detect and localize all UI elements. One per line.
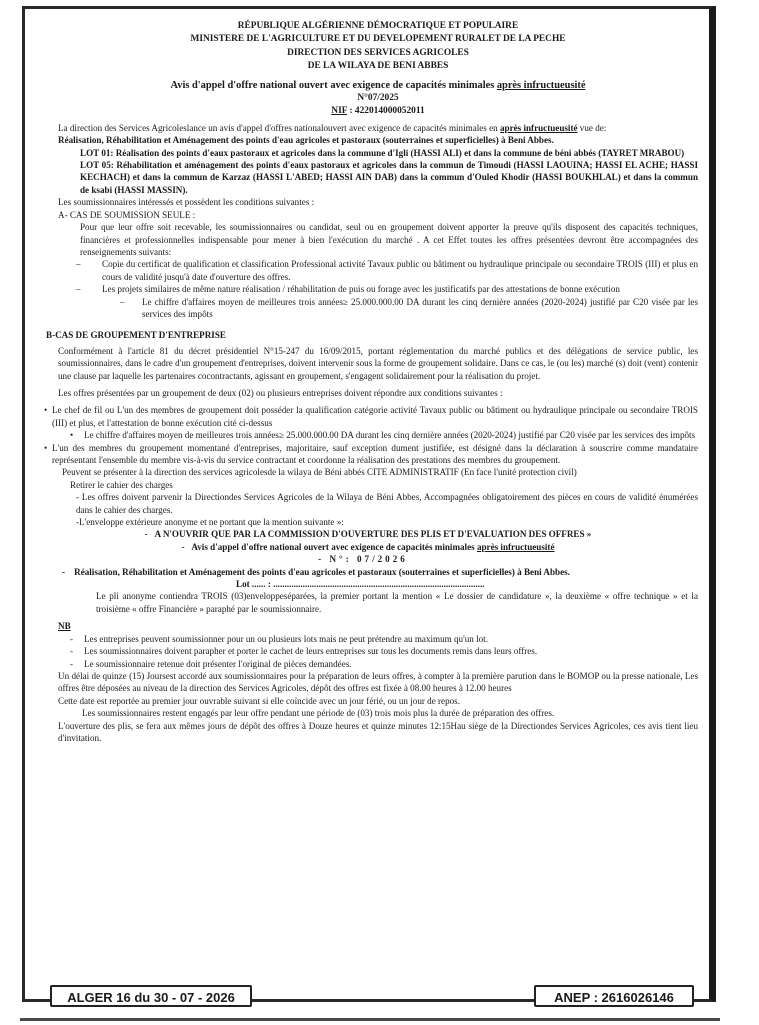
publication-date-box: ALGER 16 du 30 - 07 - 2026 — [50, 985, 252, 1007]
nif — [58, 105, 698, 118]
opening-paragraph: L'ouverture des plis, se fera aux mêmes jours de dépôt des offres à Douze heures et quinze minutes 12:15Hau siège de la Directiondes Services Agricoles, ces avis tient lieu d'invitation. — [58, 720, 698, 743]
intro-text: La direction des Services Agricoleslance un avis d'appel d'offres nationalouvert avec exigence de capacités minimales en — [58, 122, 500, 133]
list-item: • Le chef de fil ou L'un des membres de groupement doit posséder la qualification catégorie activité Tavaux public ou bâtiment ou hydraulique principale ou secondaire TROIS (III) et plus, et l'attestation de bonne exécution cité ci-dessus — [44, 405, 698, 428]
intro-paragraph — [58, 122, 698, 134]
submission-line: Retirer le cahier des charges — [70, 479, 173, 490]
envelope-number: - N°: 07/2026 — [318, 554, 408, 565]
nb-label: NB — [58, 621, 71, 632]
section-b-heading: B-CAS DE GROUPEMENT D'ENTREPRISE — [46, 330, 226, 341]
lot-01: LOT 01: Réalisation des points d'eaux pastoraux et agricoles dans la commune d'Igli (HASSI ALI) et dans la commune de béni abbés (TAYRET MRABOU) — [80, 147, 685, 158]
notice-title — [58, 79, 698, 92]
list-item-text: Le chef de fil ou L'un des membres de groupement doit posséder la qualification catégorie activité Tavaux public ou bâtiment ou hydraulique principale ou secondaire TROIS (III) et plus, et l'attestation de bonne exécution cité ci-dessus — [52, 405, 698, 428]
envelope-line-text: A N'OUVRIR QUE PAR LA COMMISSION D'OUVERTURE DES PLIS ET D'EVALUATION DES OFFRES » — [154, 529, 592, 540]
intro-underlined: après infructueusité — [499, 122, 578, 133]
nif-label: NIF — [331, 106, 348, 117]
header-line: RÉPUBLIQUE ALGÉRIENNE DÉMOCRATIQUE ET POPULAIRE — [237, 21, 519, 31]
delay-paragraph: Un délai de quinze (15) Joursest accordé aux soumissionnaires pour la préparation de leurs offres, à compter à la première parution dans le BOMOP ou la presse nationale, Les offres être déposées au niveau de la direction des Services Agricoles, dépôt des offres est fixée à 08.00 heures à 12.00 heures — [58, 670, 698, 694]
envelope-line: - A N'OUVRIR QUE PAR LA COMMISSION D'OUVERTURE DES PLIS ET D'EVALUATION DES OFFRES » — [144, 529, 592, 540]
envelope-number-text: N°: 07/2026 — [329, 554, 408, 565]
nb-item-text: Les soumissionnaires doivent parapher et porter le cachet de leurs entreprises sur tous les documents remis dans leurs offres. — [84, 646, 538, 657]
document-body — [44, 20, 698, 744]
anep-reference-box: ANEP : 2616026146 — [534, 985, 694, 1007]
envelope-content: Le pli anonyme contiendra TROIS (03)enveloppeséparées, la premier portant la mention « Le dossier de candidature », la deuxième « offre technique » et la troisième « offre Financière » paraphé par le soumissionnaire. — [96, 591, 698, 614]
nb-item-text: Les entreprises peuvent soumissionner pour un ou plusieurs lots mais ne peut prétendre au maximum qu'un lot. — [84, 633, 488, 644]
list-item-text: Copie du certificat de qualification et classification Professional activité Tavaux public ou bâtiment ou hydraulique principale ou secondaire TROIS (III) et plus en cours de validité jusqu'à date d'ouverture des offres. — [102, 259, 698, 282]
nb-item: - Les entreprises peuvent soumissionner pour un ou plusieurs lots mais ne peut prétendre au maximum qu'un lot. — [70, 633, 488, 644]
nb-item: - Les soumissionnaires doivent parapher et porter le cachet de leurs entreprises sur tous les documents remis dans leurs offres. — [70, 646, 538, 657]
header-line: DIRECTION DES SERVICES AGRICOLES — [287, 47, 469, 58]
envelope-line: - Réalisation, Réhabilitation et Aménagement des points d'eau agricoles et pastoraux (souterraines et superficielles) à Beni Abbes. — [62, 566, 570, 577]
list-item-text: Les projets similaires de même nature réalisation / réhabilitation de puis ou forage avec les justificatifs par des attestations de bonne exécution — [102, 284, 620, 295]
nb-item-text: Le soumissionnaire retenue doit présenter l'original de pièces demandées. — [84, 658, 352, 669]
list-item-text: Le chiffre d'affaires moyen de meilleures trois années≥ 25.000.000.00 DA durant les cinq dernière années (2020-2024) justifié par C20 visée par les services des impôts — [142, 296, 698, 319]
submission-line: - Les offres doivent parvenir la Directiondes Services Agricoles de la Wilaya de Béni Abbes, Accompagnées obligatoirement des pièces en cours de validité énumérées dans le cahier des charges. — [76, 492, 698, 515]
section-a-heading: A- CAS DE SOUMISSION SEULE : — [58, 209, 196, 220]
envelope-line: - Avis d'appel d'offre national ouvert avec exigence de capacités minimales après infructueusité — [181, 541, 555, 552]
header — [58, 20, 698, 74]
engaged-paragraph: Les soumissionnaires restent engagés par leur offre pendant une période de (03) trois mois plus la durée de préparation des offres. — [82, 708, 555, 719]
submission-line: -L'enveloppe extérieure anonyme et ne portant que la mention suivante »: — [76, 517, 344, 528]
notice-number: N°07/2025 — [357, 93, 399, 104]
project-title: Réalisation, Réhabilitation et Aménagement des points d'eau agricoles et pastoraux (souterraines et superficielles) à Beni Abbes. — [58, 135, 554, 146]
list-item-text: L'un des membres du groupement momentané d'entreprises, majoritaire, sauf exception dument justifiée, est désigné dans la déclaration à souscrire comme mandataire représentant l'ensemble du membre vis-à-vis du service contractant et coordonne la réalisation des prestations des membres du groupement. — [52, 442, 698, 465]
header-line: DE LA WILAYA DE BENI ABBES — [307, 61, 449, 72]
list-item: – Le chiffre d'affaires moyen de meilleures trois années≥ 25.000.000.00 DA durant les cinq dernière années (2020-2024) justifié par C20 visée par les services des impôts — [120, 296, 698, 319]
envelope-line-text: Réalisation, Réhabilitation et Aménagement des points d'eau agricoles et pastoraux (souterraines et superficielles) à Beni Abbes. — [74, 566, 570, 577]
header-line: MINISTERE DE L'AGRICULTURE ET DU DEVELOPEMENT RURALET DE LA PECHE — [190, 34, 566, 45]
section-a-text: Pour que leur offre soit recevable, les soumissionnaires ou candidat, seul ou en groupement doivent apporter la preuve qu'ils disposent des capacités techniques, financières et professionnelles indispensable pour mener à bien l'exécution du marché . A cet Effet toutes les offres présentées devront être accompagnées des renseignements suivants: — [80, 222, 698, 257]
section-b-text: Conformément à l'article 81 du décret présidentiel N°15-247 du 16/09/2015, portant réglementation du marché publics et des délégations de service public, les soumissionnaires, dans le cadre d'un groupement d'entreprises, doivent intervenir sous la forme de groupement solidaire. Dans ce cas, le (ou les) marché (s) doit (vent) contenir une clause par laquelle les partenaires cocontractants, agissant en groupement, s'engagent solidairement pour la réalisation du projet. — [58, 345, 698, 381]
list-item: – Copie du certificat de qualification et classification Professional activité Tavaux public ou bâtiment ou hydraulique principale ou secondaire TROIS (III) et plus en cours de validité jusqu'à date d'ouverture des offres. — [76, 259, 698, 282]
list-item: • Le chiffre d'affaires moyen de meilleures trois années≥ 25.000.000.00 DA durant les cinq dernière années (2020-2024) justifié par C20 visée par les services des impôts — [70, 430, 696, 441]
bottom-rule — [20, 1018, 720, 1021]
lot-05: LOT 05: Réhabilitation et aménagement des points d'eaux pastoraux et agricoles dans la commun de Timoudi (HASSI LAOUINA; HASSI EL ACHE; HASSI KECHACH) et dans la commun de Karzaz (HASSI L'ABED; HASSI AIN DAB) dans la commun d'Ouled Khodir (HASSI BOUKHLAL) et dans la commun de ksabi (HASSI MASSIN). — [80, 160, 698, 195]
nb-item: - Le soumissionnaire retenue doit présenter l'original de pièces demandées. — [70, 658, 352, 669]
envelope-line-underlined: après infructueusité — [476, 541, 555, 552]
title-underlined: après infructueusité — [496, 79, 586, 91]
list-item-text: Le chiffre d'affaires moyen de meilleures trois années≥ 25.000.000.00 DA durant les cinq dernière années (2020-2024) justifié par C20 visée par les services des impôts — [84, 430, 696, 441]
list-item: – Les projets similaires de même nature réalisation / réhabilitation de puis ou forage avec les justificatifs par des attestations de bonne exécution — [76, 284, 620, 295]
title-text: Avis d'appel d'offre national ouvert avec exigence de capacités minimales — [170, 79, 497, 91]
submission-line: Peuvent se présenter à la direction des services agricolesde la wilaya de Béni abbés CITE ADMINISTRATIF (En face l'unité protection civil) — [62, 467, 577, 478]
nif-value: : 422014000052011 — [347, 106, 425, 117]
conditions-intro: Les soumissionnaires intéressés et possèdent les conditions suivantes : — [58, 197, 315, 208]
intro-end: vue de: — [577, 122, 607, 133]
list-item: • L'un des membres du groupement momentané d'entreprises, majoritaire, sauf exception dument justifiée, est désigné dans la déclaration à souscrire comme mandataire représentant l'ensemble du membre vis-à-vis du service contractant et coordonne la réalisation des prestations des membres du groupement. — [44, 442, 698, 465]
envelope-line-text: Avis d'appel d'offre national ouvert avec exigence de capacités minimales — [191, 541, 477, 552]
section-b-text2: Les offres présentées par un groupement de deux (02) ou plusieurs entreprises doivent répondre aux conditions suivantes : — [58, 387, 503, 398]
report-paragraph: Cette date est reportée au premier jour ouvrable suivant si elle coïncide avec un jour férié, ou un jour de repos. — [58, 695, 460, 706]
envelope-lot: Lot ...... : ............................................................................................. — [236, 579, 485, 590]
